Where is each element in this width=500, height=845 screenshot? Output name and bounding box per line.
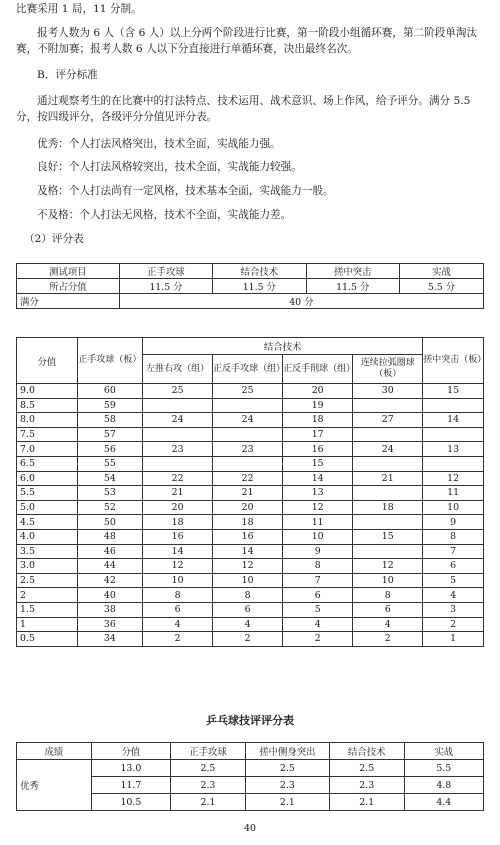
table-cell: 8 <box>423 529 484 544</box>
technique-score-table <box>16 337 487 647</box>
table-cell: 21 <box>353 471 423 486</box>
table-cell: 15 <box>353 529 423 544</box>
table-row <box>17 544 484 559</box>
paragraph-scoring-description: 通过观察考生的在比赛中的打法特点、技术运用、战术意识、场上作风，给予评分。满分 5.5 分，按四级评分，各级评分分值见评分表。 <box>16 95 471 123</box>
table-cell-score: 5.0 <box>17 500 78 515</box>
table-header-cell: 正手攻球（板） <box>77 338 142 384</box>
table-header-cell: 测试项目 <box>17 264 120 279</box>
table-cell: 4.8 <box>404 777 483 794</box>
table-row <box>17 529 484 544</box>
table-cell-score: 3.5 <box>17 544 78 559</box>
table-cell: 40 分 <box>119 294 483 309</box>
technique-evaluation-table <box>16 742 484 811</box>
table-cell: 18 <box>143 515 213 530</box>
table-cell: 16 <box>213 529 283 544</box>
table-cell: 12 <box>353 559 423 574</box>
table-cell: 48 <box>77 529 142 544</box>
table-cell: 34 <box>77 632 142 647</box>
table-header-cell: 搓中突击 <box>306 264 399 279</box>
table-cell: 2.1 <box>171 794 246 811</box>
table-cell: 2.5 <box>329 760 404 777</box>
table-cell: 11 <box>283 515 353 530</box>
paragraph-excellent: 优秀：个人打法风格突出，技术全面，实战能力强。 <box>37 138 281 150</box>
table-cell: 7 <box>423 544 484 559</box>
table-cell: 10.5 <box>91 794 170 811</box>
table-header-row <box>17 743 484 760</box>
table-cell: 23 <box>143 442 213 457</box>
table-cell: 2.1 <box>245 794 329 811</box>
table-cell-score: 6.0 <box>17 471 78 486</box>
table-row <box>17 515 484 530</box>
table-header-cell: 正手攻球 <box>119 264 212 279</box>
table-cell <box>213 456 283 471</box>
table-cell: 9 <box>423 515 484 530</box>
table-cell: 18 <box>353 500 423 515</box>
table-cell: 36 <box>77 617 142 632</box>
table-cell <box>143 427 213 442</box>
table-header-cell: 分值 <box>17 338 78 384</box>
table-cell: 53 <box>77 486 142 501</box>
table-cell: 12 <box>213 559 283 574</box>
table-cell: 54 <box>77 471 142 486</box>
table-cell: 56 <box>77 442 142 457</box>
table-row <box>17 471 484 486</box>
paragraph-pass: 及格：个人打法尚有一定风格，技术基本全面，实战能力一般。 <box>37 185 334 197</box>
table-cell-score: 8.0 <box>17 413 78 428</box>
table-header-cell: 正反手攻球（组） <box>213 355 283 384</box>
table-cell: 16 <box>143 529 213 544</box>
table-cell: 10 <box>143 573 213 588</box>
table-row <box>17 617 484 632</box>
table-row <box>17 602 484 617</box>
table-cell-score: 8.5 <box>17 398 78 413</box>
table-cell <box>423 398 484 413</box>
table-cell: 2 <box>213 632 283 647</box>
table-cell: 60 <box>77 384 142 399</box>
table-cell: 13 <box>283 486 353 501</box>
table-cell: 14 <box>213 544 283 559</box>
table-cell: 20 <box>213 500 283 515</box>
table-cell: 30 <box>353 384 423 399</box>
table-cell: 20 <box>283 384 353 399</box>
table-cell: 21 <box>143 486 213 501</box>
table-row <box>17 442 484 457</box>
table-header-cell: 连续拉弧圈球（板） <box>353 355 423 384</box>
table-header-cell: 成绩 <box>17 743 92 760</box>
table-cell-score: 6.5 <box>17 456 78 471</box>
table-caption: 乒乓球技评评分表 <box>206 714 294 727</box>
table-row <box>17 632 484 647</box>
table-header-cell: 实战 <box>399 264 483 279</box>
paragraph-good: 良好：个人打法风格较突出，技术全面，实战能力较强。 <box>37 161 302 173</box>
table-cell-score: 1.5 <box>17 602 78 617</box>
table-cell <box>423 427 484 442</box>
table-cell: 2.3 <box>171 777 246 794</box>
table-cell: 4 <box>423 588 484 603</box>
table-cell: 8 <box>283 559 353 574</box>
table-cell: 2.1 <box>329 794 404 811</box>
table-cell: 12 <box>143 559 213 574</box>
table-row <box>17 760 484 777</box>
table-cell-score: 1 <box>17 617 78 632</box>
table-cell: 18 <box>283 413 353 428</box>
table-cell: 5 <box>423 573 484 588</box>
table-row <box>17 427 484 442</box>
table-cell: 6 <box>213 602 283 617</box>
table-header-cell: 左推右攻（组） <box>143 355 213 384</box>
table-cell-score: 2 <box>17 588 78 603</box>
table-cell: 27 <box>353 413 423 428</box>
paragraph-competition-format: 报考人数为 6 人（含 6 人）以上分两个阶段进行比赛，第一阶段小组循环赛，第二阶段单淘汰赛，不附加赛；报考人数 6 人以下分直接进行单循环赛，决出最终名次。 <box>16 27 478 55</box>
table-header-cell: 正反手削球（组） <box>283 355 353 384</box>
table-cell: 11.5 分 <box>306 279 399 294</box>
table-header-cell: 结合技术 <box>143 338 423 355</box>
table-cell: 44 <box>77 559 142 574</box>
table-cell: 所占分值 <box>17 279 120 294</box>
table-row <box>17 486 484 501</box>
table-cell-score: 7.5 <box>17 427 78 442</box>
table-cell: 23 <box>213 442 283 457</box>
table-cell: 4 <box>143 617 213 632</box>
table-cell: 22 <box>213 471 283 486</box>
table-cell: 10 <box>353 573 423 588</box>
table-cell: 6 <box>353 602 423 617</box>
table-cell: 14 <box>283 471 353 486</box>
table-cell: 12 <box>283 500 353 515</box>
table-cell <box>353 427 423 442</box>
table-cell: 4 <box>283 617 353 632</box>
table-header-cell: 搓中侧身突出 <box>245 743 329 760</box>
section-heading-score-table: （2）评分表 <box>24 233 84 245</box>
table-row <box>17 500 484 515</box>
table-cell <box>353 515 423 530</box>
table-cell: 11.5 分 <box>119 279 212 294</box>
paragraph-fail: 不及格：个人打法无风格，技术不全面，实战能力差。 <box>37 209 292 221</box>
table-cell: 55 <box>77 456 142 471</box>
table-cell: 2.3 <box>329 777 404 794</box>
table-cell: 2.5 <box>171 760 246 777</box>
table-cell: 2.3 <box>245 777 329 794</box>
table-header-cell: 实战 <box>404 743 483 760</box>
table-cell: 5.5 分 <box>399 279 483 294</box>
table-cell-score: 9.0 <box>17 384 78 399</box>
table-row <box>17 456 484 471</box>
table-cell: 满分 <box>17 294 120 309</box>
table-cell: 59 <box>77 398 142 413</box>
table-cell: 4.4 <box>404 794 483 811</box>
table-cell <box>353 456 423 471</box>
table-cell: 58 <box>77 413 142 428</box>
table-cell: 38 <box>77 602 142 617</box>
table-cell: 13.0 <box>91 760 170 777</box>
table-cell-score: 5.5 <box>17 486 78 501</box>
table-cell: 2 <box>283 632 353 647</box>
table-cell: 10 <box>423 500 484 515</box>
table-cell: 25 <box>213 384 283 399</box>
table-row <box>17 384 484 399</box>
table-header-cell: 结合技术 <box>329 743 404 760</box>
table-cell: 8 <box>143 588 213 603</box>
table-row <box>17 398 484 413</box>
table-cell-score: 2.5 <box>17 573 78 588</box>
table-row <box>17 559 484 574</box>
table-cell-score: 3.0 <box>17 559 78 574</box>
table-cell: 21 <box>213 486 283 501</box>
table-cell: 17 <box>283 427 353 442</box>
table-cell-grade: 优秀 <box>17 760 92 811</box>
table-cell: 18 <box>213 515 283 530</box>
table-cell: 5 <box>283 602 353 617</box>
table-cell: 40 <box>77 588 142 603</box>
table-cell-score: 0.5 <box>17 632 78 647</box>
table-cell: 50 <box>77 515 142 530</box>
table-cell: 15 <box>283 456 353 471</box>
table-cell: 52 <box>77 500 142 515</box>
table-cell: 6 <box>423 559 484 574</box>
table-cell: 1 <box>423 632 484 647</box>
table-cell: 2 <box>353 632 423 647</box>
table-cell: 3 <box>423 602 484 617</box>
table-cell-score: 4.5 <box>17 515 78 530</box>
table-cell: 24 <box>213 413 283 428</box>
table-row <box>17 294 484 309</box>
table-cell: 8 <box>353 588 423 603</box>
table-cell: 2 <box>423 617 484 632</box>
table-cell: 11.5 分 <box>213 279 306 294</box>
table-cell: 4 <box>353 617 423 632</box>
table-row <box>17 588 484 603</box>
table-cell-score: 4.0 <box>17 529 78 544</box>
table-header-cell: 分值 <box>91 743 170 760</box>
table-cell: 12 <box>423 471 484 486</box>
table-cell <box>353 398 423 413</box>
table-cell: 15 <box>423 384 484 399</box>
table-cell: 10 <box>283 529 353 544</box>
table-header-row <box>17 338 484 355</box>
table-cell: 24 <box>143 413 213 428</box>
table-cell: 2.5 <box>245 760 329 777</box>
table-cell: 4 <box>213 617 283 632</box>
table-cell: 6 <box>143 602 213 617</box>
table-cell-score: 7.0 <box>17 442 78 457</box>
table-cell: 10 <box>213 573 283 588</box>
page-number: 40 <box>243 823 257 834</box>
table-cell: 24 <box>353 442 423 457</box>
table-cell: 42 <box>77 573 142 588</box>
table-row <box>17 264 484 279</box>
table-row <box>17 573 484 588</box>
score-allocation-table <box>16 263 484 309</box>
table-cell: 7 <box>283 573 353 588</box>
table-cell: 9 <box>283 544 353 559</box>
table-row <box>17 279 484 294</box>
table-cell: 19 <box>283 398 353 413</box>
table-cell <box>143 398 213 413</box>
table-row <box>17 413 484 428</box>
section-heading-scoring-criteria: B．评分标准 <box>37 69 98 81</box>
table-cell: 14 <box>143 544 213 559</box>
table-cell <box>143 456 213 471</box>
table-cell: 5.5 <box>404 760 483 777</box>
table-cell: 2 <box>143 632 213 647</box>
table-cell: 11.7 <box>91 777 170 794</box>
table-cell: 8 <box>213 588 283 603</box>
table-cell <box>423 456 484 471</box>
technique-score-table-body <box>17 384 484 647</box>
table-cell: 20 <box>143 500 213 515</box>
table-cell: 16 <box>283 442 353 457</box>
table-cell <box>213 398 283 413</box>
table-cell <box>213 427 283 442</box>
table-cell: 46 <box>77 544 142 559</box>
table-cell: 22 <box>143 471 213 486</box>
table-cell: 11 <box>423 486 484 501</box>
paragraph-scoring-format: 比赛采用 1 局，11 分制。 <box>16 3 142 15</box>
table-header-cell: 正手攻球 <box>171 743 246 760</box>
table-header-cell: 结合技术 <box>213 264 306 279</box>
table-cell: 25 <box>143 384 213 399</box>
table-cell <box>353 486 423 501</box>
table-cell: 13 <box>423 442 484 457</box>
table-cell: 6 <box>283 588 353 603</box>
table-cell: 14 <box>423 413 484 428</box>
table-header-cell: 搓中突击（板） <box>423 338 484 384</box>
table-cell: 57 <box>77 427 142 442</box>
table-cell <box>353 544 423 559</box>
